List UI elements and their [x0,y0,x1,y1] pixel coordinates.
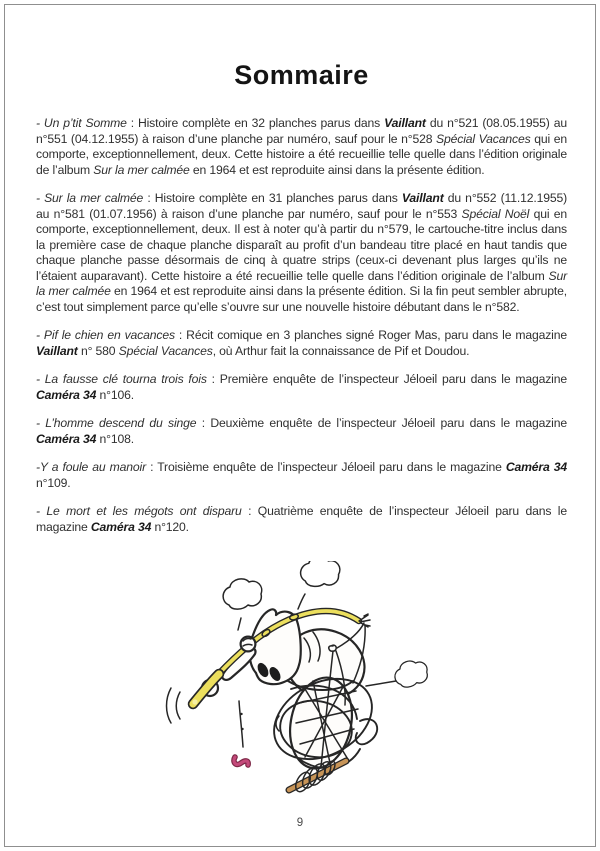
smoke-puff-icon [393,659,428,688]
toc-paragraph-segment: : Histoire complète en 31 planches parus dans [143,191,402,205]
toc-paragraph-segment: - Un p’tit Somme [36,116,127,130]
toc-paragraph [36,116,567,178]
toc-paragraph-segment: du n°552 (11.12.1955) au n°581 (01.07.1956) à raison d’une planche par numéro, sauf pour le n°553 [36,191,567,221]
toc-paragraph-segment: - Sur la mer calmée [36,191,144,205]
toc-paragraph-segment: - L’homme descend du singe [36,416,197,430]
toc-paragraph-segment: Sur la mer calmée [93,162,190,177]
toc-paragraph-segment: -Y a foule au manoir [36,460,146,474]
toc-paragraph-segment: : Première enquête de l’inspecteur Jéloeil paru dans le magazine [206,372,567,386]
toc-paragraph-segment: Spécial Noël [461,206,530,221]
toc-paragraph-segment: Sur la mer calmée [36,268,567,298]
toc-paragraph-segment: Vaillant [36,343,78,358]
toc-paragraph-segment: Spécial Vacances [436,131,531,146]
toc-paragraph-segment: qui en comporte, exceptionnellement, deux. Il est à noter qu’à partir du n°579, le cartouche-titre inclus dans la première case de chaque planche disparaît au profit d’un bandeau titre placé en haut tandis que chaque planche passe désormais de cinq à quatre strips (ceux-ci devenant plus larges qu’ils ne l’étaient auparavant). Cette histoire a été recueillie telle quelle dans l’édition originale de l’album [36,206,568,283]
page-title: Sommaire [234,60,369,90]
toc-paragraph [36,372,567,403]
toc-paragraph-segment: - Pif le chien en vacances [36,328,175,342]
toc-paragraph-segment: Vaillant [401,191,444,205]
puff-tail [298,594,305,609]
arthur-ghost-fishing-illustration [153,561,445,819]
worm [234,757,248,765]
toc-paragraph-segment: Caméra 34 [36,431,97,446]
toc-paragraph-segment: - Le mort et les mégots ont disparu [36,504,242,518]
ghost-character [202,609,374,774]
toc-paragraph-segment: Caméra 34 [90,519,152,534]
page-number: 9 [296,817,304,829]
toc-paragraph [36,191,567,315]
rod-butt-cap [192,699,197,704]
page-content [36,60,567,548]
toc-paragraph-segment: en 1964 et est reproduite ainsi dans la présente édition. Si la fin peut sembler abrupte, c’est tout simplement parce qu’elle s’ouvre sur une nouvelle histoire débutant dans le n°582. [36,284,567,314]
toc-paragraph-segment: : Récit comique en 3 planches signé Roger Mas, paru dans le magazine [174,328,567,342]
toc-paragraph-segment: Caméra 34 [505,460,567,474]
toc-paragraph-segment: : Deuxième enquête de l’inspecteur Jéloeil paru dans le magazine [196,416,567,430]
toc-paragraph-segment: qui en comporte, exceptionnellement, deux. Cette histoire a été recueillie telle quelle dans l’édition originale de l’album [36,131,567,177]
fishing-float [289,760,346,795]
toc-paragraph [36,416,567,447]
smoke-puff-icon [223,579,262,609]
toc-paragraph-segment: n°106. [96,387,135,402]
toc-paragraph-segment: n° 580 [77,343,119,358]
toc-paragraph-segment: en 1964 et est reproduite ainsi dans la présente édition. [189,162,485,177]
toc-paragraph-segment: Vaillant [384,116,426,130]
toc-paragraph [36,328,567,359]
puff-trail-line [366,681,396,686]
toc-paragraph [36,460,567,491]
toc-paragraph-segment: n°109. [36,475,71,490]
toc-paragraphs [36,116,567,535]
toc-paragraph [36,504,567,535]
toc-paragraph-segment: n°120. [151,519,189,534]
toc-paragraph-segment: , où Arthur fait la connaissance de Pif et Doudou. [212,343,470,358]
toc-paragraph-segment: : Troisième enquête de l’inspecteur Jéloeil paru dans le magazine [145,460,506,474]
toc-paragraph-segment: du n°521 (08.05.1955) au n°551 (04.12.1955) à raison d’une planche par numéro, sauf pour le n°528 [36,116,567,146]
toc-paragraph-segment: : Quatrième enquête de l’inspecteur Jéloeil paru dans le magazine [36,504,567,534]
toc-paragraph-segment: Spécial Vacances [118,343,213,358]
toc-paragraph-segment: Caméra 34 [36,387,97,402]
smoke-puff-icon [299,561,341,590]
toc-paragraph-segment: : Histoire complète en 32 planches parus dans [126,116,385,130]
toc-paragraph-segment: - La fausse clé tourna trois fois [36,372,207,386]
toc-paragraph-segment: n°108. [96,431,135,446]
puff-tail [238,618,241,630]
